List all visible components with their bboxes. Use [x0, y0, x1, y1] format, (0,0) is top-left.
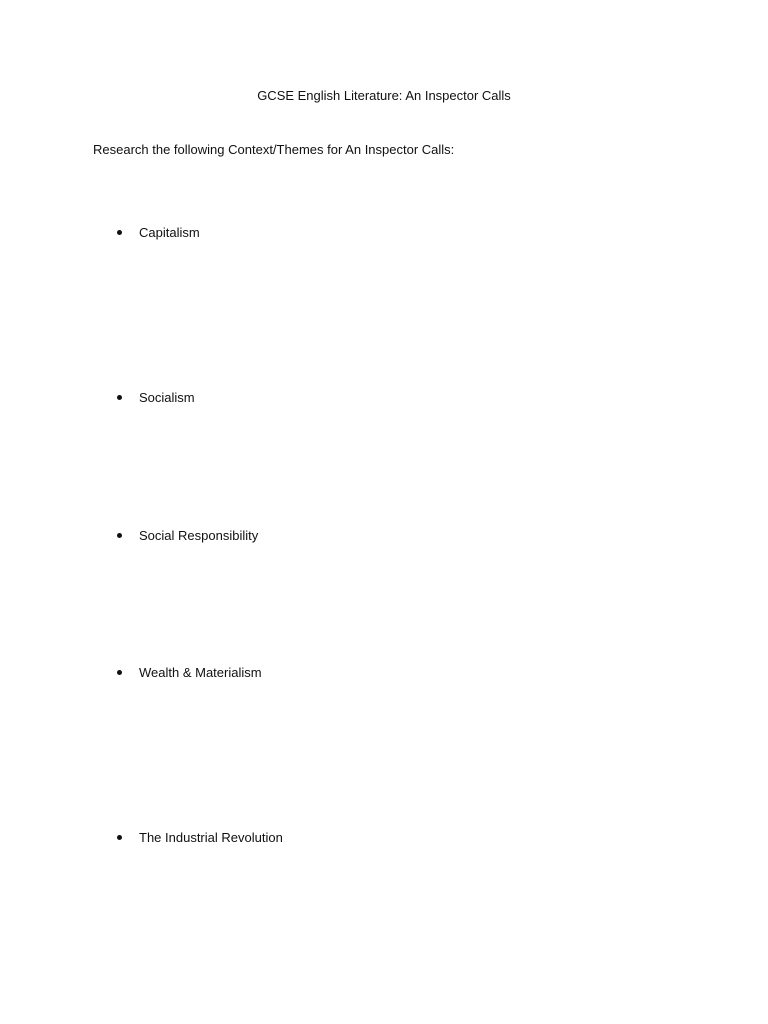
theme-label: Socialism: [139, 390, 195, 405]
list-item: [0, 527, 768, 545]
list-item: [0, 389, 768, 407]
bullet-icon: [117, 670, 122, 675]
theme-label: Capitalism: [139, 225, 200, 240]
intro-text: Research the following Context/Themes for An Inspector Calls:: [93, 142, 455, 157]
theme-label: Social Responsibility: [139, 528, 259, 543]
theme-label: The Industrial Revolution: [139, 830, 283, 845]
theme-label: Wealth & Materialism: [139, 665, 262, 680]
bullet-icon: [117, 835, 122, 840]
list-item: [0, 224, 768, 242]
bullet-icon: [117, 395, 122, 400]
list-item: [0, 664, 768, 682]
bullet-icon: [117, 230, 122, 235]
list-item: [0, 829, 768, 847]
bullet-icon: [117, 533, 122, 538]
page-title: GCSE English Literature: An Inspector Calls: [257, 88, 511, 103]
